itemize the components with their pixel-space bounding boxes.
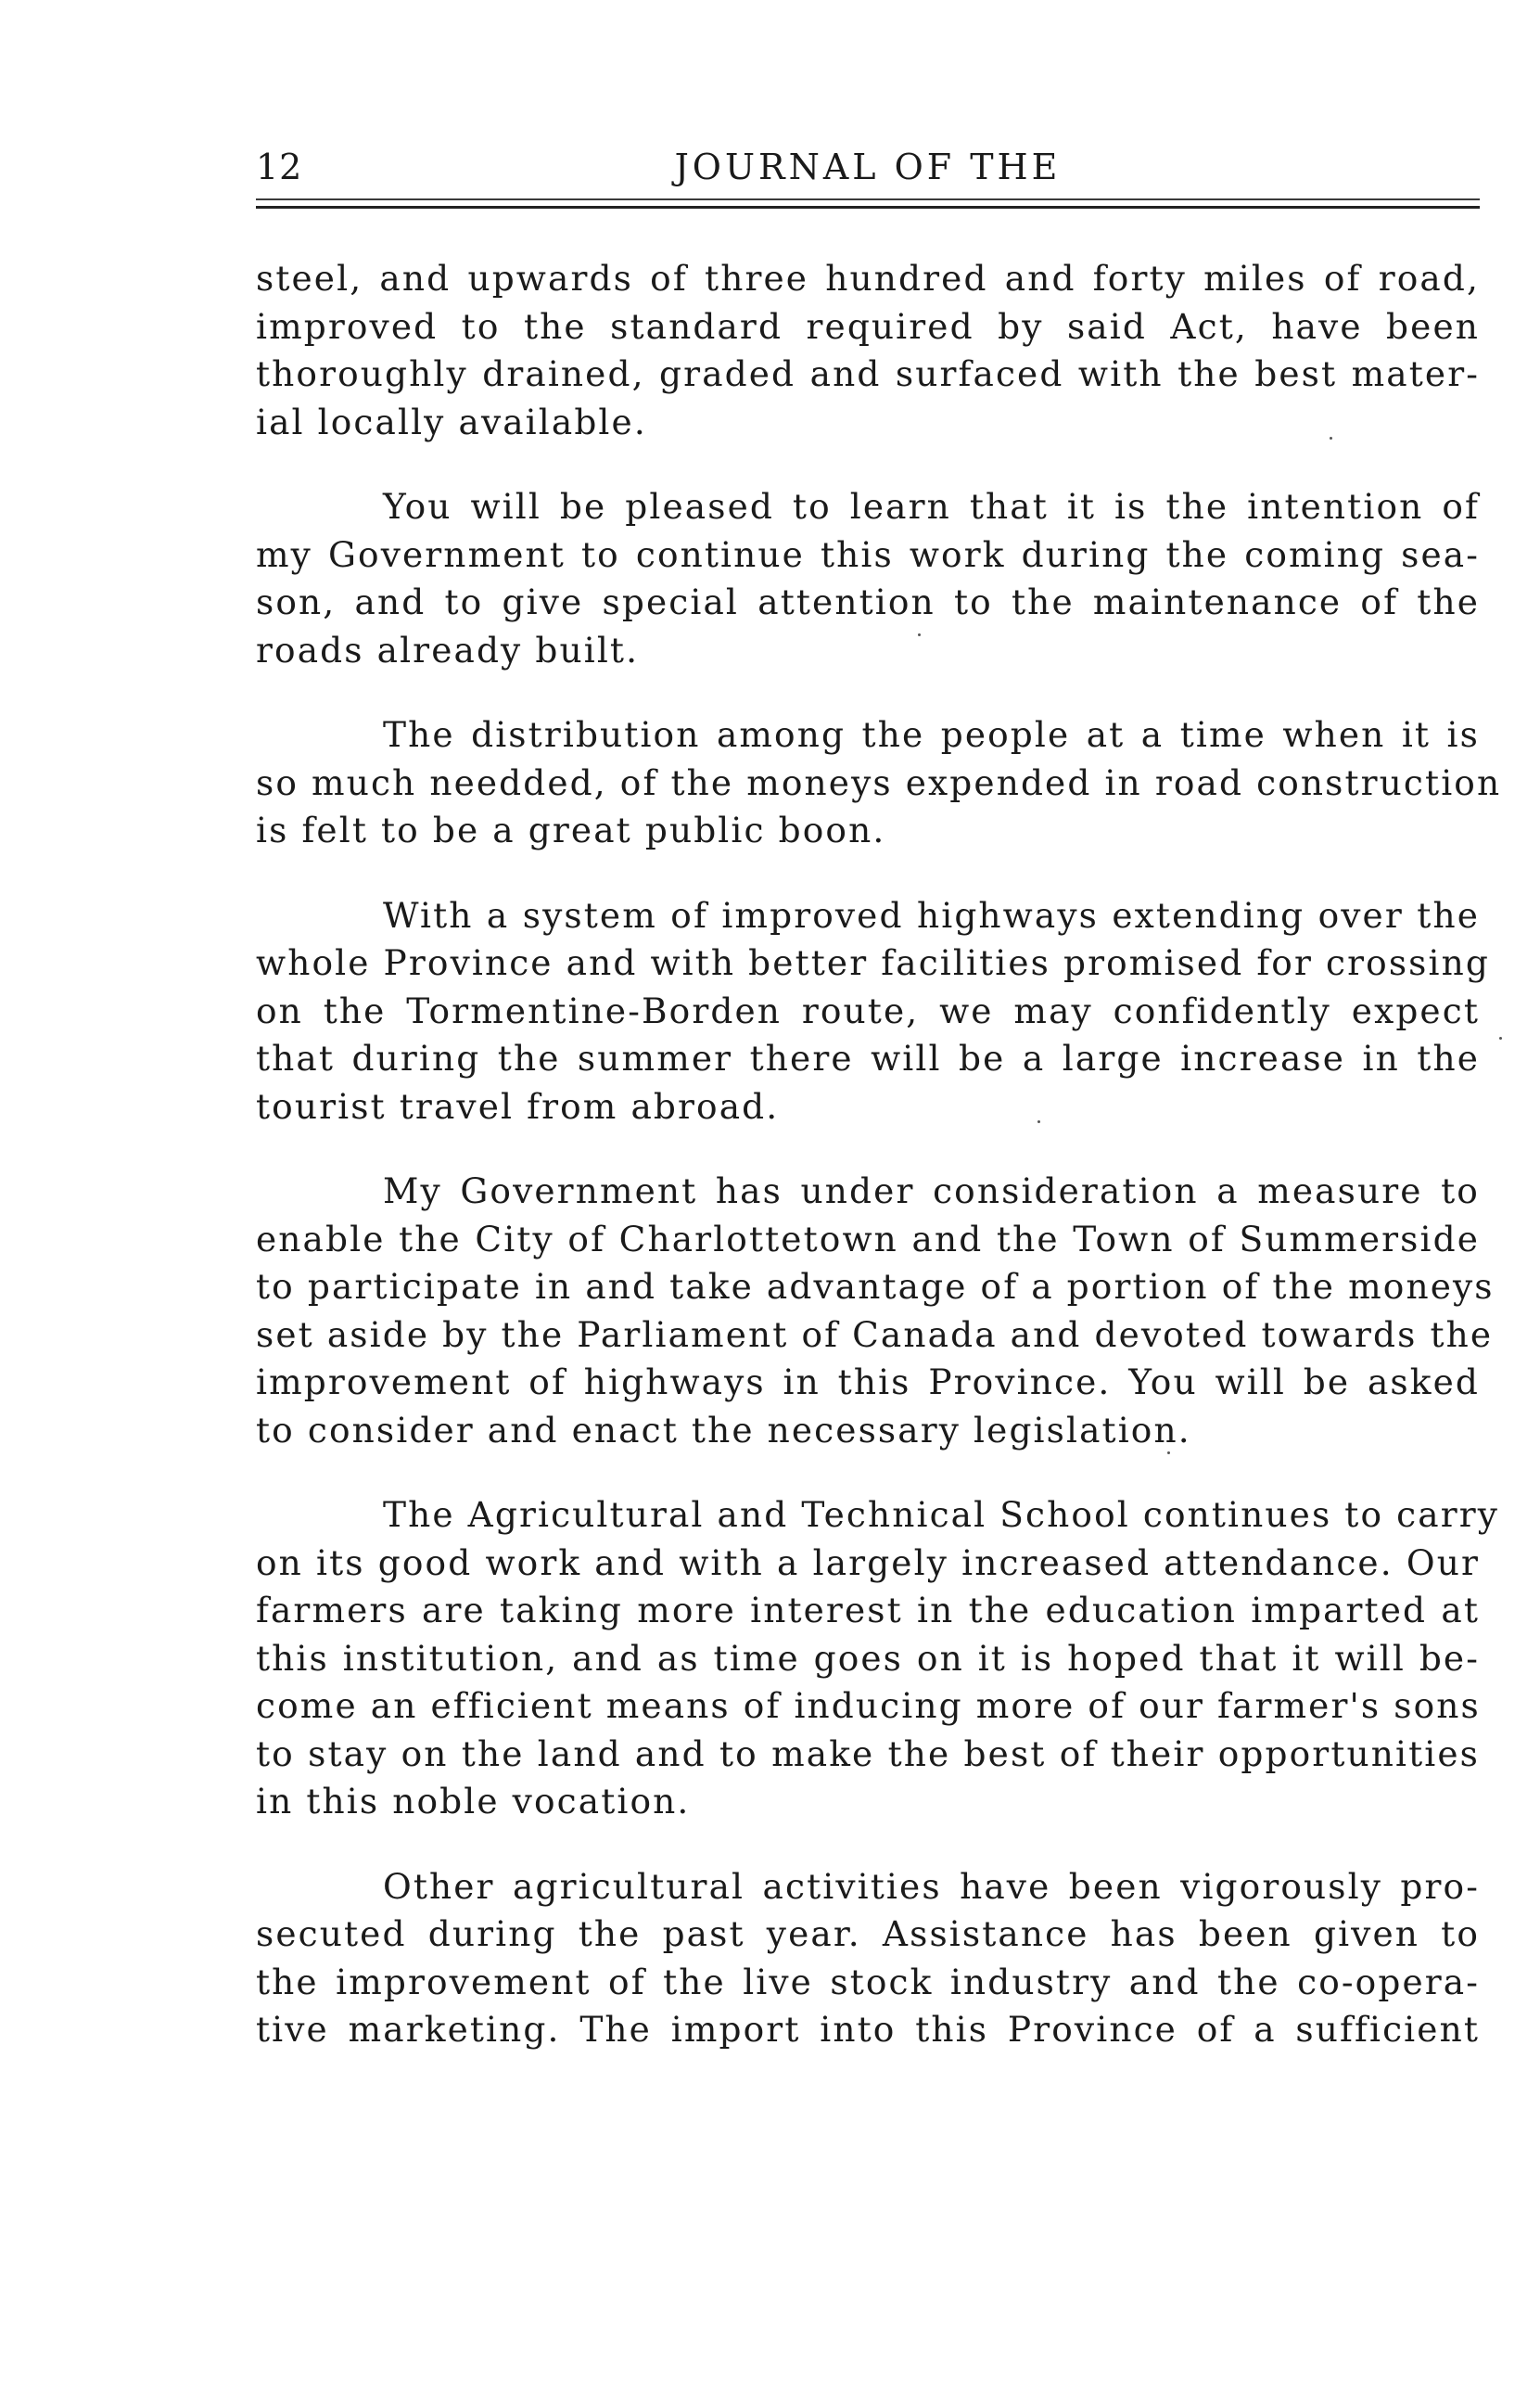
paragraph-continue-work xyxy=(256,483,1480,674)
paragraph-tourist-travel xyxy=(256,892,1490,1131)
text-line: in this noble vocation. xyxy=(256,1781,691,1821)
scan-speck xyxy=(1330,437,1332,440)
text-line: the improvement of the live stock industry and the co-opera- xyxy=(256,1961,1480,2002)
text-line: to stay on the land and to make the best of their opportunities xyxy=(256,1732,1480,1774)
text-line: set aside by the Parliament of Canada and devoted towards the xyxy=(256,1313,1494,1355)
body-text xyxy=(256,255,1502,2091)
text-line: ial locally available. xyxy=(256,401,647,442)
page-header xyxy=(256,137,1480,230)
text-line: so much needded, of the moneys expended in road construction xyxy=(256,761,1502,803)
scan-speck xyxy=(1037,1120,1040,1123)
paragraph-agricultural-activities xyxy=(256,1863,1480,2054)
paragraph-roads-improved xyxy=(256,255,1480,446)
scan-speck xyxy=(1167,1451,1170,1454)
text-line: to participate in and take advantage of a portion of the moneys xyxy=(256,1266,1495,1307)
text-line: thoroughly drained, graded and surfaced with the best mater- xyxy=(256,353,1480,394)
text-line: secuted during the past year. Assistance has been given to xyxy=(256,1913,1480,1954)
header-rule-thick xyxy=(256,206,1480,209)
scan-speck xyxy=(1499,1037,1502,1040)
paragraph-public-boon xyxy=(256,711,1502,855)
text-line: to consider and enact the necessary legislation. xyxy=(256,1409,1191,1451)
paragraph-legislation xyxy=(256,1168,1495,1454)
text-line: my Government to continue this work during the coming sea- xyxy=(256,533,1480,575)
text-line: The Agricultural and Technical School continues to carry xyxy=(383,1494,1500,1535)
text-line: on the Tormentine-Borden route, we may confidently expect xyxy=(256,990,1480,1031)
text-line: son, and to give special attention to the maintenance of the xyxy=(256,582,1480,622)
running-head: JOURNAL OF THE xyxy=(674,147,1062,187)
text-line: steel, and upwards of three hundred and forty miles of road, xyxy=(256,258,1480,299)
text-line: tive marketing. The import into this Province of a sufficient xyxy=(256,2009,1480,2050)
text-line: With a system of improved highways extending over the xyxy=(383,894,1480,936)
paragraph-agricultural-school xyxy=(256,1491,1500,1826)
text-line: farmers are taking more interest in the education imparted at xyxy=(256,1590,1480,1630)
text-line: You will be pleased to learn that it is the intention of xyxy=(383,486,1480,527)
text-line: whole Province and with better facilities promised for crossing xyxy=(256,942,1490,983)
header-rule-thin xyxy=(256,198,1480,200)
text-line: tourist travel from abroad. xyxy=(256,1085,780,1127)
text-line: is felt to be a great public boon. xyxy=(256,810,886,850)
page-number: 12 xyxy=(256,147,303,187)
text-line: enable the City of Charlottetown and the Town of Summerside xyxy=(256,1218,1480,1259)
text-line: The distribution among the people at a time when it is xyxy=(383,714,1480,755)
text-line: come an efficient means of inducing more of our farmer's sons xyxy=(256,1685,1481,1726)
text-line: Other agricultural activities have been vigorously pro- xyxy=(383,1865,1480,1907)
text-line: improved to the standard required by said Act, have been xyxy=(256,305,1480,347)
text-line: that during the summer there will be a large increase in the xyxy=(256,1038,1480,1079)
text-line: roads already built. xyxy=(256,629,640,671)
text-line: this institution, and as time goes on it is hoped that it will be- xyxy=(256,1637,1480,1679)
text-line: improvement of highways in this Province. You will be asked xyxy=(256,1361,1480,1402)
scan-speck xyxy=(918,633,921,636)
text-line: on its good work and with a largely increased attendance. Our xyxy=(256,1541,1480,1583)
text-line: My Government has under consideration a measure to xyxy=(383,1170,1480,1211)
